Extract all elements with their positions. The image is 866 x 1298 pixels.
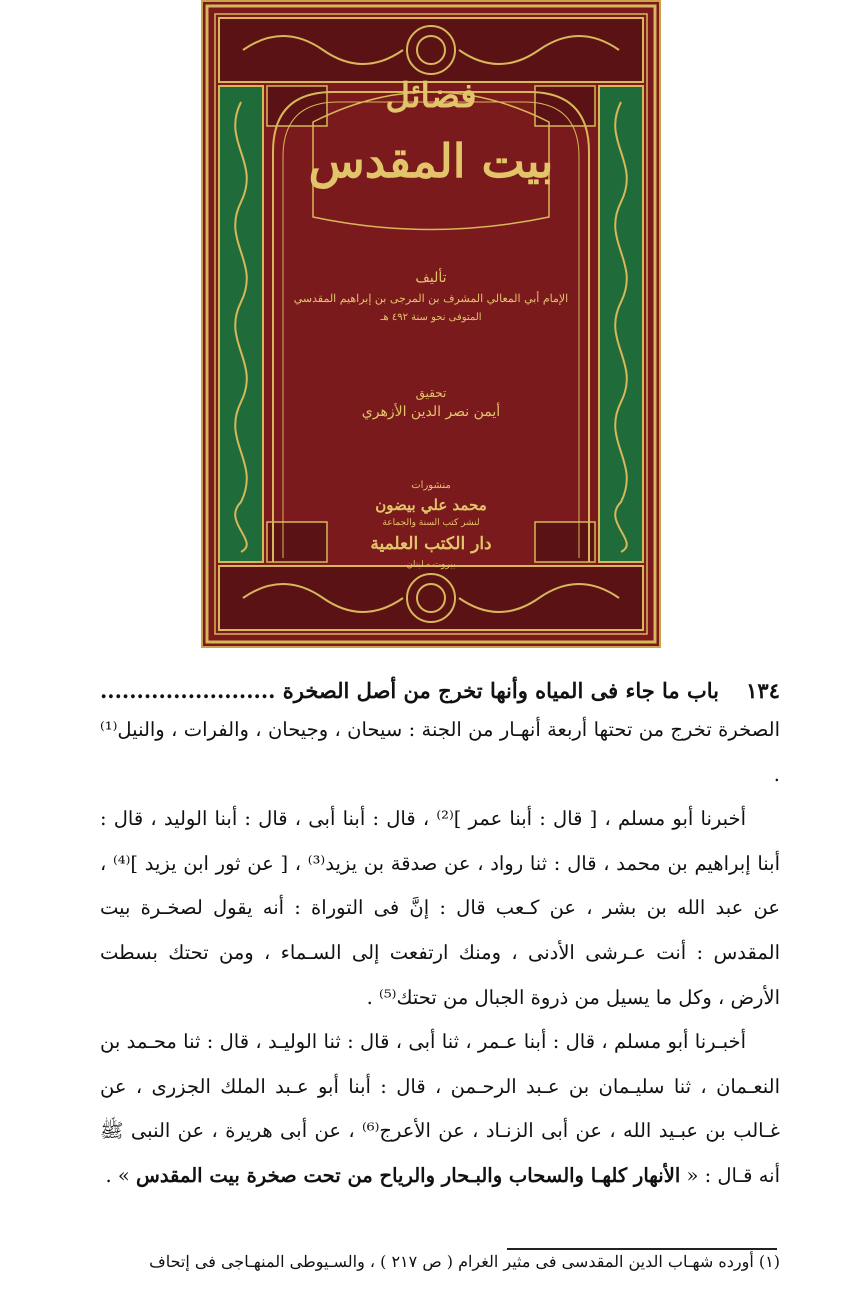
paragraph-1: الصخرة تخرج من تحتها أربعة أنهـار من الجنة : سيحان ، وجيحان ، والفرات ، والنيل⁽¹⁾ . [100,718,780,786]
cover-title-line2: بيت المقدس [308,134,554,188]
page-header [100,672,780,708]
paragraph-2: أخبرنا أبو مسلم ، [ قال : أبنا عمر ]⁽²⁾ ، قال : أبنا أبى ، قال : أبنا الوليد ، قال : أبنا إبراهيم بن محمد ، قال : ثنا رواد ، عن صدقة بن يزيد⁽³⁾ ، [ عن ثور ابن يزيد ]⁽⁴⁾ ، عن عبد الله بن بشر ، عن كـعب قال : إنَّ فى التوراة : أنه يقول لصخـرة بيت المقدس : أنت عـرشى الأدنى ، ومنك ارتفعت إلى السـماء ، ومن تحتك بسطت الأرض ، وكل ما يسيل من ذروة الجبال من تحتك⁽⁵⁾ . [100,807,780,1009]
paragraph-3 [100,1020,780,1198]
chapter-title: باب ما جاء فى المياه وأنها تخرج من أصل الصخرة [282,677,719,703]
cover-editor-name: أيمن نصر الدين الأزهري [361,404,501,420]
leader-dots: ........................ [100,677,276,703]
page-number: ١٣٤ [746,677,780,703]
book-cover [201,0,661,648]
paragraph-3-end: » . [105,1163,137,1187]
paragraph-3-text: أخبـرنا أبو مسلم ، قال : أبنا عـمر ، ثنا أبى ، قال : ثنا الوليـد ، قال : ثنا محـمد بن النعـمان ، ثنا سليـمان بن عـبد الرحـمن ، قال : أبنا أبو عـبد الملك الجزرى ، عن غـالب بن عبـيد الله ، عن أبى الزنـاد ، عن الأعرج⁽⁶⁾ ، عن أبى هريرة ، عن النبى ﷺ أنه قـال : « [100,1030,781,1187]
footnote: (١) أورده شهـاب الدين المقدسى فى مثير الغرام ( ص ٢١٧ ) ، والسـيوطى المنهـاجى فى إتحاف [149,1252,780,1271]
cover-author-name: الإمام أبي المعالي المشرف بن المرجى بن إبراهيم المقدسي [293,292,569,305]
cover-publisher-name: محمد علي بيضون [375,496,487,514]
hadith-quote: الأنهار كلهـا والسحاب والبـحار والرياح من تحت صخرة بيت المقدس [136,1163,681,1187]
book-page [100,672,780,1199]
chapter-title-line [100,678,719,703]
cover-author-death: المتوفى نحو سنة ٤٩٢ هـ [380,312,482,323]
cover-author-label: تأليف [415,270,447,286]
cover-title-line1: فضائل [385,76,477,116]
cover-publisher-city: بيروت - لبنان [406,560,456,570]
cover-editor-label: تحقيق [415,386,447,400]
footnote-rule [507,1248,777,1250]
cover-publisher-label: منشورات [411,480,451,491]
cover-publisher-house: دار الكتب العلمية [370,534,492,554]
cover-publisher-sub: لنشر كتب السنة والجماعة [382,518,480,528]
